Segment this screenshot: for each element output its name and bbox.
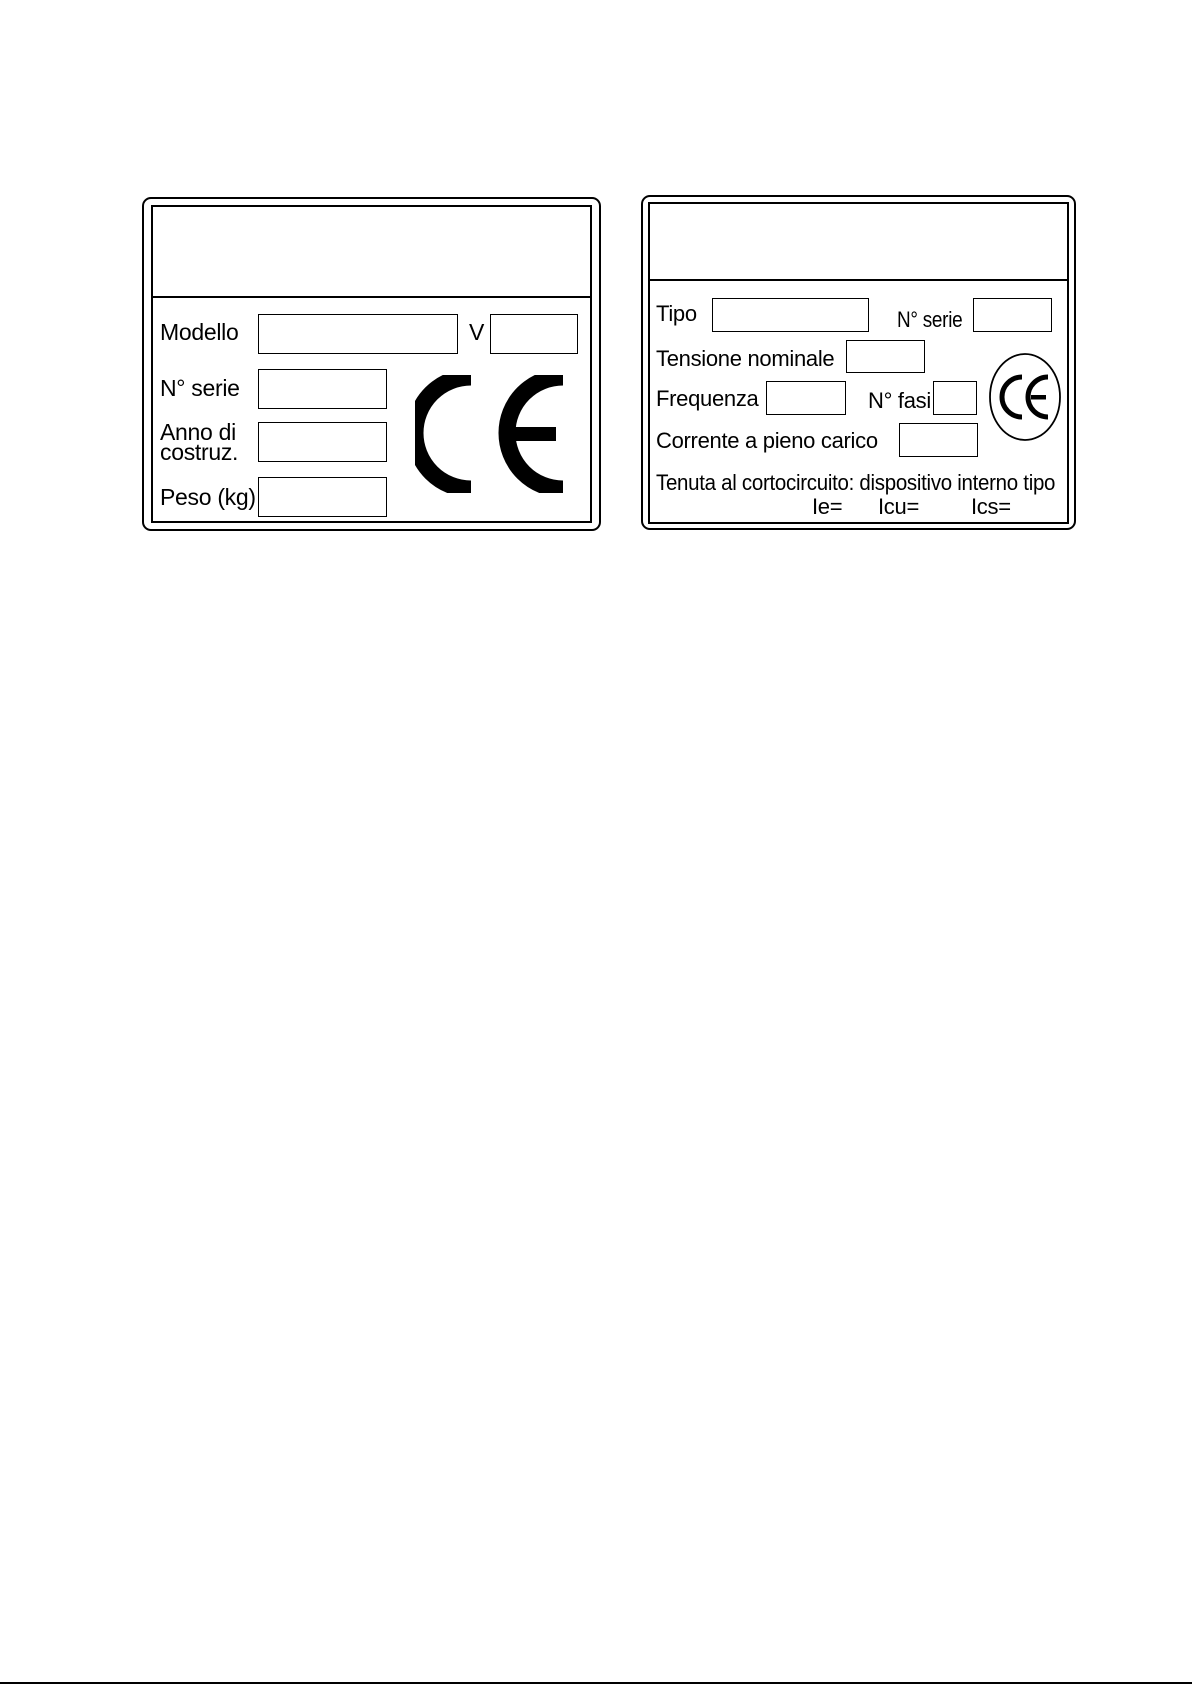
left-nameplate-header bbox=[153, 207, 590, 298]
ics-label: Ics= bbox=[971, 494, 1011, 519]
serial-number-field bbox=[258, 369, 387, 409]
icu-label: Icu= bbox=[878, 494, 919, 519]
rated-voltage-field bbox=[846, 340, 925, 373]
page-bottom-rule bbox=[0, 1682, 1192, 1684]
right-nameplate-inner-border bbox=[648, 202, 1069, 524]
model-field bbox=[258, 314, 458, 354]
full-load-current-field bbox=[899, 423, 978, 457]
right-nameplate bbox=[641, 195, 1076, 530]
weight-field bbox=[258, 477, 387, 517]
phases-field bbox=[933, 381, 977, 415]
model-label: Modello bbox=[160, 319, 239, 345]
right-nameplate-header bbox=[650, 204, 1067, 281]
phases-label: N° fasi bbox=[868, 388, 931, 413]
serial-number-label: N° serie bbox=[160, 375, 240, 401]
voltage-label: V bbox=[469, 319, 485, 345]
year-label-line2: costruz. bbox=[160, 439, 239, 465]
right-serial-number-field bbox=[973, 298, 1052, 332]
full-load-current-label: Corrente a pieno carico bbox=[656, 428, 878, 453]
weight-label: Peso (kg) bbox=[160, 484, 256, 510]
ie-label: Ie= bbox=[812, 494, 843, 519]
year-of-construction-field bbox=[258, 422, 387, 462]
left-nameplate bbox=[142, 197, 601, 531]
type-label: Tipo bbox=[656, 301, 697, 326]
ce-mark-icon bbox=[415, 375, 573, 493]
year-label-line1: Anno di bbox=[160, 419, 236, 445]
short-circuit-withstand-label: Tenuta al cortocircuito: dispositivo interno tipo bbox=[656, 470, 1056, 495]
right-serial-number-label: N° serie bbox=[897, 307, 963, 332]
frequency-label: Frequenza bbox=[656, 386, 759, 411]
ce-mark-circle-icon bbox=[988, 352, 1062, 442]
voltage-field bbox=[490, 314, 578, 354]
left-nameplate-inner-border bbox=[151, 205, 592, 523]
frequency-field bbox=[766, 381, 846, 415]
rated-voltage-label: Tensione nominale bbox=[656, 346, 835, 371]
type-field bbox=[712, 298, 869, 332]
